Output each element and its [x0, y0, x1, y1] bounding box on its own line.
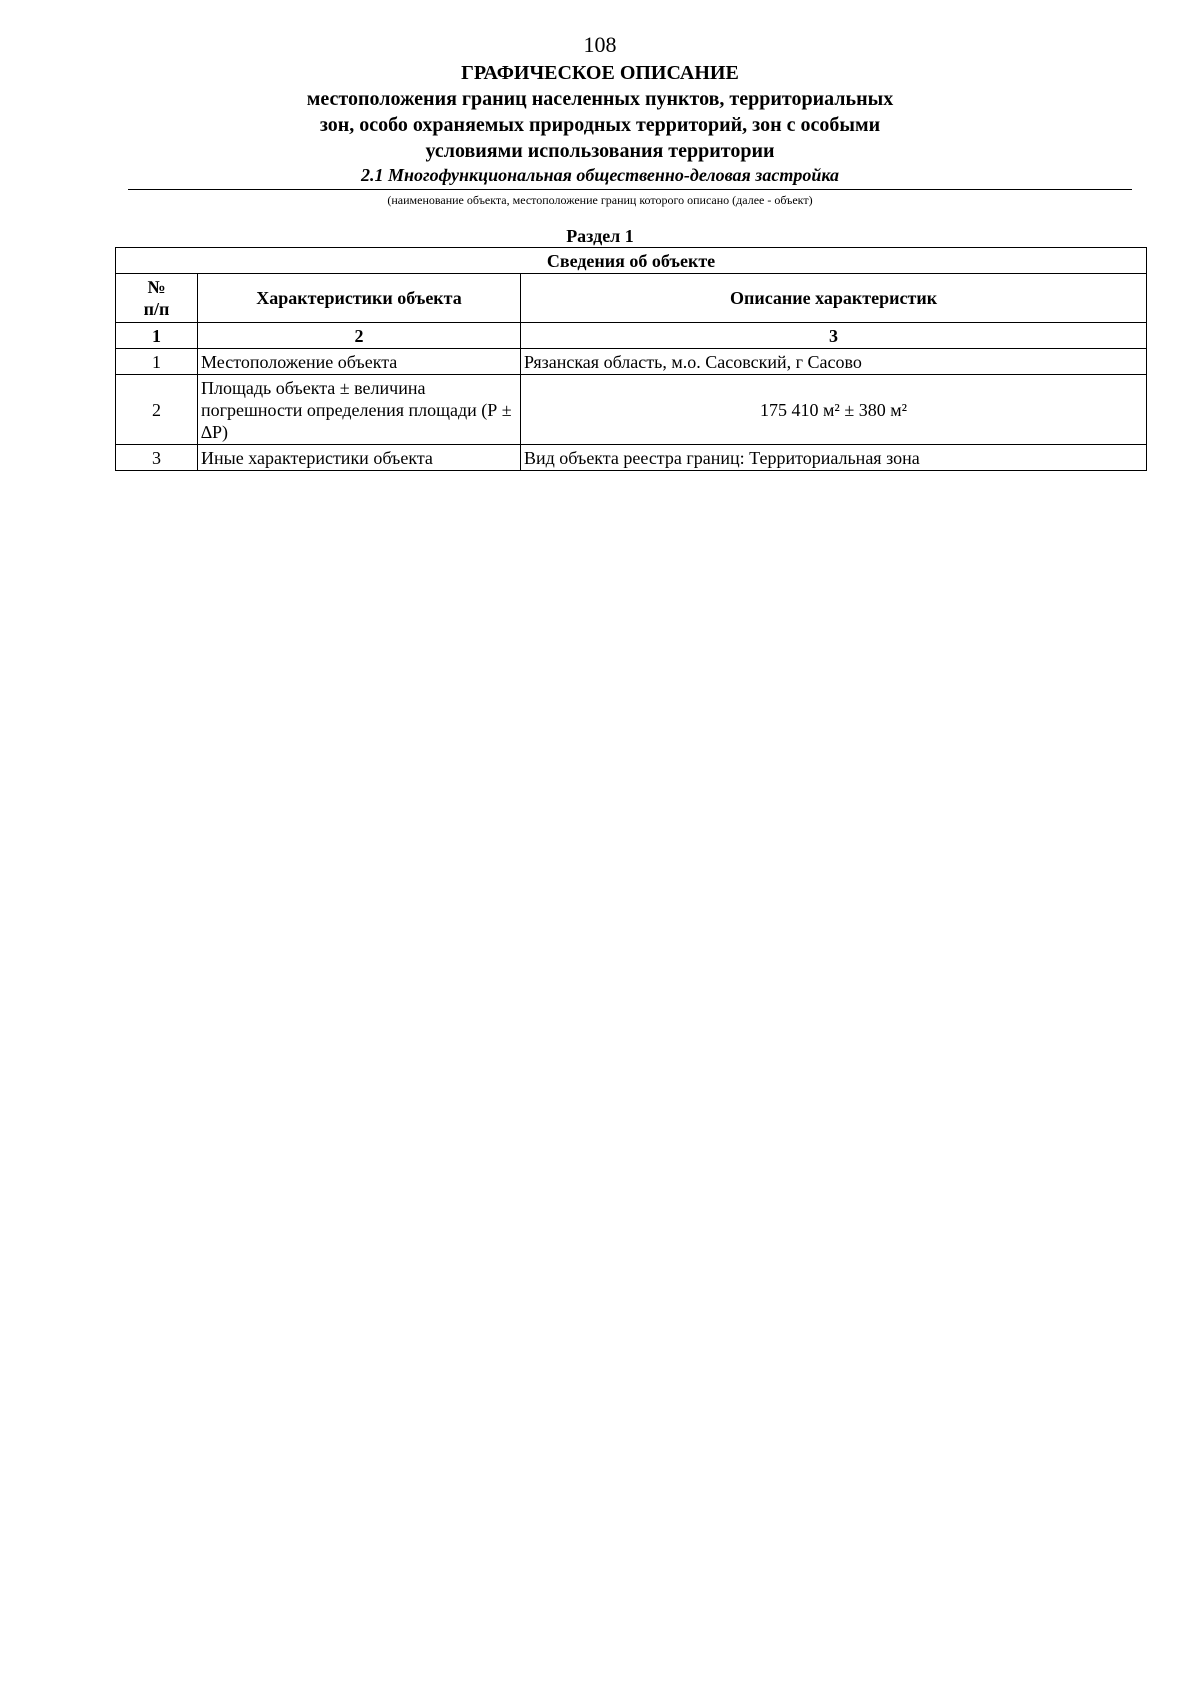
table-header-row — [116, 274, 1147, 323]
table-row — [116, 375, 1147, 445]
column-header-number — [116, 274, 198, 323]
row-description: Вид объекта реестра границ: Территориальная зона — [521, 445, 1147, 471]
row-characteristic: Местоположение объекта — [198, 349, 521, 375]
document-heading — [0, 60, 1200, 164]
column-header-number-text: № п/п — [143, 277, 170, 319]
row-number: 1 — [116, 349, 198, 375]
row-description: 175 410 м² ± 380 м² — [521, 375, 1147, 445]
heading-line: ГРАФИЧЕСКОЕ ОПИСАНИЕ — [461, 62, 739, 84]
table-row — [116, 349, 1147, 375]
page-number: 108 — [583, 32, 617, 57]
column-number-row — [116, 323, 1147, 349]
row-characteristic: Площадь объекта ± величина погрешности определения площади (Р ± ∆Р) — [198, 375, 521, 445]
object-underline — [128, 189, 1132, 190]
column-header-characteristic: Характеристики объекта — [198, 274, 521, 323]
column-number: 2 — [198, 323, 521, 349]
row-characteristic: Иные характеристики объекта — [198, 445, 521, 471]
column-number: 3 — [521, 323, 1147, 349]
object-caption: (наименование объекта, местоположение границ которого описано (далее - объект) — [387, 193, 813, 207]
section-title: Раздел 1 — [566, 226, 634, 246]
table-caption-row — [116, 248, 1147, 274]
object-name: 2.1 Многофункциональная общественно-деловая застройка — [360, 165, 840, 185]
heading-line: местоположения границ населенных пунктов, территориальных — [306, 88, 894, 110]
row-description: Рязанская область, м.о. Сасовский, г Сасово — [521, 349, 1147, 375]
object-info-table — [115, 247, 1147, 471]
table-caption: Сведения об объекте — [116, 248, 1147, 274]
row-number: 2 — [116, 375, 198, 445]
table-row — [116, 445, 1147, 471]
column-number: 1 — [116, 323, 198, 349]
heading-line: зон, особо охраняемых природных территорий, зон с особыми — [319, 114, 881, 136]
column-header-description: Описание характеристик — [521, 274, 1147, 323]
row-number: 3 — [116, 445, 198, 471]
heading-line: условиями использования территории — [425, 140, 775, 162]
